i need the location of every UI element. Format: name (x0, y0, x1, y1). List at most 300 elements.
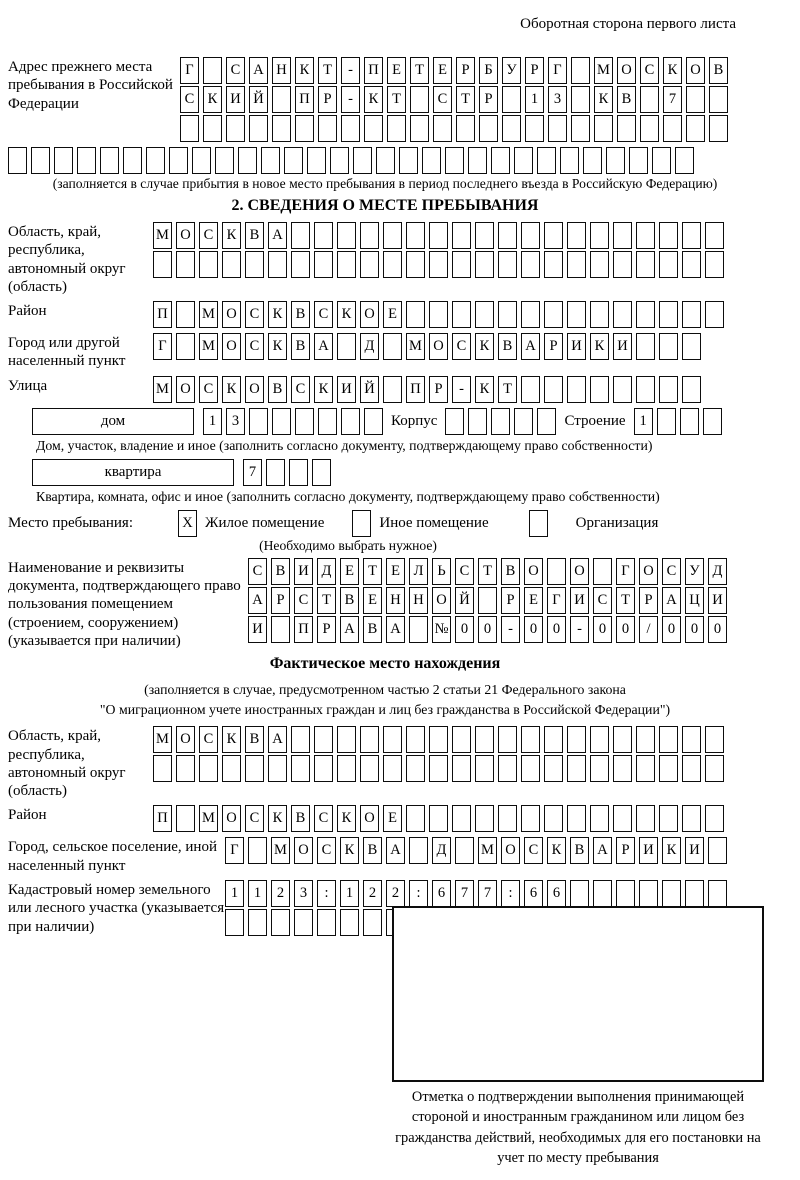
char-box[interactable] (337, 333, 356, 360)
char-box[interactable]: 6 (547, 880, 566, 907)
char-box[interactable] (659, 805, 678, 832)
char-box[interactable] (686, 115, 705, 142)
char-box[interactable]: 7 (455, 880, 474, 907)
char-box[interactable] (617, 115, 636, 142)
char-box[interactable]: А (521, 333, 540, 360)
char-box[interactable]: Н (409, 587, 428, 614)
char-box[interactable] (222, 251, 241, 278)
char-box[interactable]: 1 (248, 880, 267, 907)
char-box[interactable] (548, 115, 567, 142)
char-box[interactable]: Т (317, 587, 336, 614)
char-box[interactable]: Л (409, 558, 428, 585)
char-box[interactable] (636, 726, 655, 753)
char-box[interactable]: Р (479, 86, 498, 113)
char-box[interactable] (353, 147, 372, 174)
char-box[interactable]: П (364, 57, 383, 84)
char-box[interactable]: 1 (340, 880, 359, 907)
char-box[interactable] (337, 222, 356, 249)
char-box[interactable] (682, 222, 701, 249)
char-box[interactable] (709, 115, 728, 142)
char-box[interactable] (567, 726, 586, 753)
char-box[interactable] (456, 115, 475, 142)
char-box[interactable]: X (178, 510, 197, 537)
char-box[interactable] (613, 726, 632, 753)
char-box[interactable]: Т (387, 86, 406, 113)
char-box[interactable] (502, 86, 521, 113)
char-box[interactable] (318, 115, 337, 142)
char-box[interactable] (180, 115, 199, 142)
char-box[interactable]: А (314, 333, 333, 360)
char-box[interactable]: 0 (685, 616, 704, 643)
char-box[interactable]: 1 (225, 880, 244, 907)
char-box[interactable]: И (226, 86, 245, 113)
char-box[interactable]: К (203, 86, 222, 113)
char-box[interactable]: - (341, 86, 360, 113)
char-box[interactable] (406, 726, 425, 753)
char-box[interactable]: С (433, 86, 452, 113)
char-box[interactable]: К (340, 837, 359, 864)
char-box[interactable] (708, 880, 727, 907)
char-box[interactable] (153, 251, 172, 278)
char-box[interactable]: С (593, 587, 612, 614)
char-box[interactable]: 1 (634, 408, 653, 435)
char-box[interactable] (590, 755, 609, 782)
char-box[interactable]: С (245, 333, 264, 360)
char-box[interactable] (479, 115, 498, 142)
char-box[interactable]: К (364, 86, 383, 113)
char-box[interactable]: М (478, 837, 497, 864)
char-box[interactable] (245, 251, 264, 278)
char-box[interactable] (514, 147, 533, 174)
char-box[interactable]: М (199, 301, 218, 328)
char-box[interactable] (709, 86, 728, 113)
char-box[interactable] (291, 755, 310, 782)
char-box[interactable] (502, 115, 521, 142)
char-box[interactable]: М (199, 333, 218, 360)
char-box[interactable]: 0 (593, 616, 612, 643)
char-box[interactable]: Ь (432, 558, 451, 585)
char-box[interactable]: Й (455, 587, 474, 614)
char-box[interactable]: Р (318, 86, 337, 113)
char-box[interactable]: С (452, 333, 471, 360)
char-box[interactable]: М (594, 57, 613, 84)
char-box[interactable] (294, 909, 313, 936)
char-box[interactable] (176, 333, 195, 360)
char-box[interactable] (307, 147, 326, 174)
char-box[interactable]: В (245, 222, 264, 249)
char-box[interactable]: М (153, 222, 172, 249)
char-box[interactable] (475, 726, 494, 753)
char-box[interactable] (330, 147, 349, 174)
char-box[interactable] (659, 301, 678, 328)
char-box[interactable]: К (222, 222, 241, 249)
char-box[interactable] (312, 459, 331, 486)
char-box[interactable] (636, 333, 655, 360)
char-box[interactable] (341, 408, 360, 435)
char-box[interactable] (77, 147, 96, 174)
char-box[interactable]: О (617, 57, 636, 84)
char-box[interactable]: В (268, 376, 287, 403)
char-box[interactable]: С (180, 86, 199, 113)
char-box[interactable] (261, 147, 280, 174)
char-box[interactable] (291, 726, 310, 753)
char-box[interactable]: Е (363, 587, 382, 614)
char-box[interactable] (616, 880, 635, 907)
char-box[interactable]: И (294, 558, 313, 585)
char-box[interactable]: К (268, 805, 287, 832)
char-box[interactable]: - (452, 376, 471, 403)
char-box[interactable]: П (153, 805, 172, 832)
char-box[interactable] (521, 805, 540, 832)
char-box[interactable] (268, 755, 287, 782)
char-box[interactable] (639, 880, 658, 907)
char-box[interactable] (583, 147, 602, 174)
char-box[interactable] (445, 147, 464, 174)
char-box[interactable] (705, 222, 724, 249)
char-box[interactable] (429, 755, 448, 782)
char-box[interactable] (544, 805, 563, 832)
char-box[interactable] (146, 147, 165, 174)
char-box[interactable] (176, 755, 195, 782)
char-box[interactable] (383, 755, 402, 782)
char-box[interactable] (406, 301, 425, 328)
char-box[interactable] (659, 726, 678, 753)
char-box[interactable]: Е (386, 558, 405, 585)
char-box[interactable] (318, 408, 337, 435)
char-box[interactable] (100, 147, 119, 174)
char-box[interactable] (636, 376, 655, 403)
char-box[interactable]: 0 (662, 616, 681, 643)
char-box[interactable]: К (337, 805, 356, 832)
char-box[interactable]: В (245, 726, 264, 753)
char-box[interactable]: Б (479, 57, 498, 84)
char-box[interactable] (360, 726, 379, 753)
char-box[interactable] (272, 86, 291, 113)
char-box[interactable]: И (613, 333, 632, 360)
char-box[interactable]: Р (429, 376, 448, 403)
char-box[interactable] (544, 301, 563, 328)
char-box[interactable]: К (663, 57, 682, 84)
char-box[interactable]: 2 (386, 880, 405, 907)
char-box[interactable]: М (153, 726, 172, 753)
char-box[interactable] (686, 86, 705, 113)
char-box[interactable] (452, 755, 471, 782)
char-box[interactable] (314, 222, 333, 249)
char-box[interactable] (590, 222, 609, 249)
char-box[interactable]: С (662, 558, 681, 585)
char-box[interactable]: 0 (524, 616, 543, 643)
char-box[interactable]: В (617, 86, 636, 113)
char-box[interactable]: Н (386, 587, 405, 614)
char-box[interactable] (659, 376, 678, 403)
char-box[interactable] (537, 147, 556, 174)
char-box[interactable]: К (295, 57, 314, 84)
char-box[interactable] (272, 115, 291, 142)
char-box[interactable] (475, 755, 494, 782)
char-box[interactable] (266, 459, 285, 486)
char-box[interactable] (383, 376, 402, 403)
char-box[interactable]: Г (153, 333, 172, 360)
char-box[interactable]: - (570, 616, 589, 643)
char-box[interactable] (636, 222, 655, 249)
char-box[interactable]: А (248, 587, 267, 614)
char-box[interactable] (468, 147, 487, 174)
char-box[interactable]: : (317, 880, 336, 907)
char-box[interactable]: Т (410, 57, 429, 84)
char-box[interactable] (613, 755, 632, 782)
char-box[interactable] (410, 115, 429, 142)
char-box[interactable] (682, 755, 701, 782)
char-box[interactable] (215, 147, 234, 174)
char-box[interactable]: О (639, 558, 658, 585)
char-box[interactable]: К (222, 376, 241, 403)
char-box[interactable] (406, 222, 425, 249)
char-box[interactable]: Й (249, 86, 268, 113)
char-box[interactable] (272, 408, 291, 435)
char-box[interactable] (363, 909, 382, 936)
char-box[interactable]: И (570, 587, 589, 614)
char-box[interactable]: К (594, 86, 613, 113)
char-box[interactable]: К (268, 301, 287, 328)
char-box[interactable]: М (406, 333, 425, 360)
char-box[interactable] (475, 251, 494, 278)
char-box[interactable] (514, 408, 533, 435)
char-box[interactable]: Й (360, 376, 379, 403)
char-box[interactable]: О (176, 376, 195, 403)
char-box[interactable] (271, 909, 290, 936)
char-box[interactable] (249, 408, 268, 435)
char-box[interactable] (659, 222, 678, 249)
char-box[interactable] (341, 115, 360, 142)
char-box[interactable]: / (639, 616, 658, 643)
char-box[interactable]: С (640, 57, 659, 84)
char-box[interactable]: : (501, 880, 520, 907)
char-box[interactable] (123, 147, 142, 174)
char-box[interactable]: : (409, 880, 428, 907)
char-box[interactable]: Е (524, 587, 543, 614)
char-box[interactable] (289, 459, 308, 486)
char-box[interactable] (662, 880, 681, 907)
char-box[interactable] (590, 726, 609, 753)
char-box[interactable] (410, 86, 429, 113)
char-box[interactable] (636, 805, 655, 832)
char-box[interactable]: № (432, 616, 451, 643)
char-box[interactable] (593, 880, 612, 907)
char-box[interactable] (153, 755, 172, 782)
char-box[interactable] (199, 755, 218, 782)
char-box[interactable] (659, 755, 678, 782)
char-box[interactable]: В (498, 333, 517, 360)
char-box[interactable] (452, 301, 471, 328)
char-box[interactable]: 7 (243, 459, 262, 486)
char-box[interactable] (176, 805, 195, 832)
char-box[interactable] (291, 222, 310, 249)
char-box[interactable] (537, 408, 556, 435)
char-box[interactable] (636, 755, 655, 782)
char-box[interactable] (613, 376, 632, 403)
char-box[interactable] (682, 301, 701, 328)
char-box[interactable] (640, 86, 659, 113)
char-box[interactable] (544, 222, 563, 249)
char-box[interactable] (544, 755, 563, 782)
char-box[interactable] (498, 222, 517, 249)
char-box[interactable] (636, 301, 655, 328)
char-box[interactable]: О (524, 558, 543, 585)
char-box[interactable]: Г (180, 57, 199, 84)
char-box[interactable]: Р (544, 333, 563, 360)
char-box[interactable]: Р (271, 587, 290, 614)
char-box[interactable]: А (268, 726, 287, 753)
char-box[interactable]: О (222, 301, 241, 328)
char-box[interactable] (226, 115, 245, 142)
char-box[interactable]: Р (616, 837, 635, 864)
char-box[interactable]: Т (363, 558, 382, 585)
char-box[interactable]: С (248, 558, 267, 585)
char-box[interactable] (705, 805, 724, 832)
char-box[interactable]: М (199, 805, 218, 832)
char-box[interactable] (475, 222, 494, 249)
char-box[interactable]: С (314, 301, 333, 328)
char-box[interactable] (613, 222, 632, 249)
char-box[interactable] (452, 251, 471, 278)
char-box[interactable] (521, 251, 540, 278)
char-box[interactable]: Р (639, 587, 658, 614)
char-box[interactable]: О (570, 558, 589, 585)
char-box[interactable] (640, 115, 659, 142)
char-box[interactable]: 0 (708, 616, 727, 643)
char-box[interactable]: О (245, 376, 264, 403)
char-box[interactable]: С (455, 558, 474, 585)
char-box[interactable] (176, 301, 195, 328)
char-box[interactable] (525, 115, 544, 142)
char-box[interactable]: В (291, 805, 310, 832)
char-box[interactable]: 2 (271, 880, 290, 907)
char-box[interactable] (567, 222, 586, 249)
char-box[interactable]: А (386, 616, 405, 643)
char-box[interactable] (521, 755, 540, 782)
char-box[interactable]: С (524, 837, 543, 864)
char-box[interactable]: А (386, 837, 405, 864)
char-box[interactable] (663, 115, 682, 142)
char-box[interactable]: С (317, 837, 336, 864)
char-box[interactable] (590, 805, 609, 832)
char-box[interactable] (429, 301, 448, 328)
char-box[interactable] (314, 755, 333, 782)
char-box[interactable] (475, 805, 494, 832)
char-box[interactable]: 1 (525, 86, 544, 113)
char-box[interactable]: Е (383, 805, 402, 832)
char-box[interactable] (491, 147, 510, 174)
char-box[interactable] (567, 376, 586, 403)
char-box[interactable] (685, 880, 704, 907)
char-box[interactable]: И (248, 616, 267, 643)
char-box[interactable] (594, 115, 613, 142)
char-box[interactable]: С (226, 57, 245, 84)
char-box[interactable] (222, 755, 241, 782)
char-box[interactable]: В (709, 57, 728, 84)
char-box[interactable] (176, 251, 195, 278)
char-box[interactable]: Р (501, 587, 520, 614)
char-box[interactable] (268, 251, 287, 278)
char-box[interactable] (708, 837, 727, 864)
char-box[interactable]: С (199, 726, 218, 753)
char-box[interactable]: О (686, 57, 705, 84)
char-box[interactable]: У (502, 57, 521, 84)
char-box[interactable] (409, 616, 428, 643)
char-box[interactable] (54, 147, 73, 174)
char-box[interactable] (387, 115, 406, 142)
char-box[interactable]: К (337, 301, 356, 328)
char-box[interactable] (452, 726, 471, 753)
char-box[interactable]: А (249, 57, 268, 84)
char-box[interactable]: Е (383, 301, 402, 328)
char-box[interactable] (491, 408, 510, 435)
char-box[interactable]: Г (225, 837, 244, 864)
char-box[interactable] (383, 251, 402, 278)
char-box[interactable]: С (314, 805, 333, 832)
char-box[interactable]: О (501, 837, 520, 864)
char-box[interactable] (657, 408, 676, 435)
char-box[interactable]: А (268, 222, 287, 249)
char-box[interactable]: И (685, 837, 704, 864)
char-box[interactable]: П (294, 616, 313, 643)
char-box[interactable] (571, 57, 590, 84)
char-box[interactable] (383, 333, 402, 360)
char-box[interactable]: Е (433, 57, 452, 84)
char-box[interactable] (680, 408, 699, 435)
char-box[interactable] (429, 222, 448, 249)
char-box[interactable]: 7 (663, 86, 682, 113)
char-box[interactable]: 3 (548, 86, 567, 113)
char-box[interactable]: К (590, 333, 609, 360)
char-box[interactable]: С (199, 222, 218, 249)
char-box[interactable] (475, 301, 494, 328)
char-box[interactable]: В (363, 616, 382, 643)
char-box[interactable] (203, 115, 222, 142)
char-box[interactable] (248, 837, 267, 864)
char-box[interactable] (593, 558, 612, 585)
char-box[interactable]: Т (456, 86, 475, 113)
char-box[interactable]: Р (456, 57, 475, 84)
char-box[interactable]: М (271, 837, 290, 864)
char-box[interactable] (498, 301, 517, 328)
char-box[interactable] (225, 909, 244, 936)
char-box[interactable]: И (567, 333, 586, 360)
char-box[interactable]: А (593, 837, 612, 864)
char-box[interactable]: 0 (455, 616, 474, 643)
char-box[interactable]: К (314, 376, 333, 403)
char-box[interactable] (705, 301, 724, 328)
char-box[interactable] (199, 251, 218, 278)
char-box[interactable] (613, 251, 632, 278)
char-box[interactable] (352, 510, 371, 537)
char-box[interactable] (498, 805, 517, 832)
char-box[interactable] (659, 251, 678, 278)
char-box[interactable] (452, 222, 471, 249)
char-box[interactable]: В (291, 301, 310, 328)
char-box[interactable] (567, 755, 586, 782)
char-box[interactable] (360, 251, 379, 278)
char-box[interactable]: М (153, 376, 172, 403)
char-box[interactable]: Т (478, 558, 497, 585)
char-box[interactable] (636, 251, 655, 278)
char-box[interactable] (547, 558, 566, 585)
char-box[interactable] (567, 301, 586, 328)
char-box[interactable]: 1 (203, 408, 222, 435)
char-box[interactable] (429, 251, 448, 278)
char-box[interactable] (629, 147, 648, 174)
char-box[interactable] (364, 408, 383, 435)
